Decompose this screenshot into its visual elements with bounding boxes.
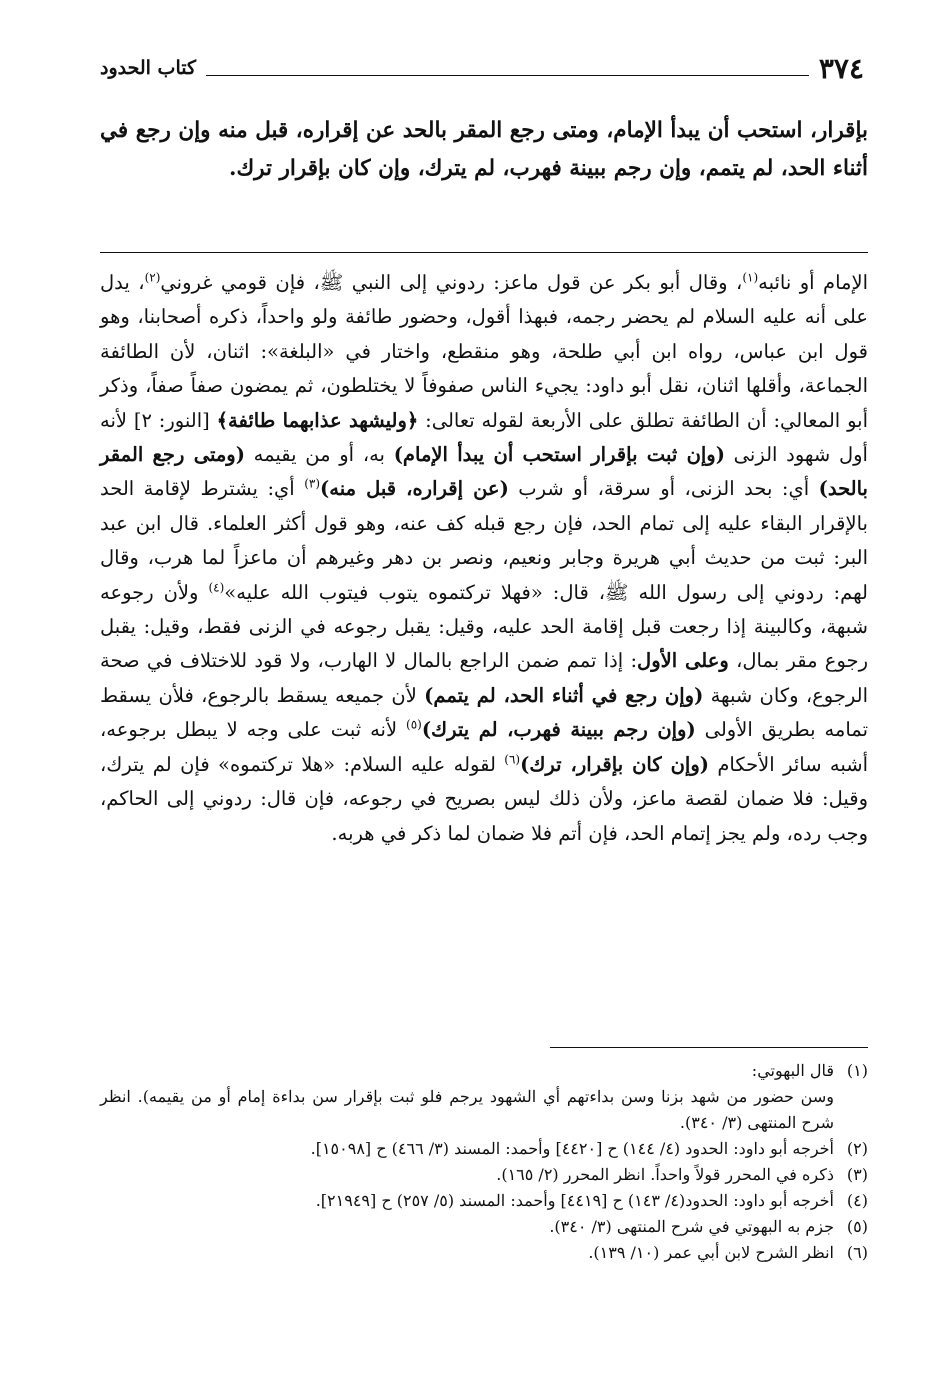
footnote-item xyxy=(100,1162,868,1188)
matn-quote: (وإن كان بإقرار، ترك) xyxy=(520,752,709,776)
footnote-number: (٤) xyxy=(846,1191,868,1210)
footnote-item xyxy=(100,1136,868,1162)
footnote-ref-6[interactable]: (٦) xyxy=(504,752,521,767)
footnote-text: قال البهوتي: xyxy=(751,1061,834,1080)
footnote-number: (٣) xyxy=(846,1165,868,1184)
footnotes xyxy=(100,1058,868,1266)
footnote-quote: وسن حضور من شهد بزنا وسن بداءتهم أي الشهود يرجم فلو ثبت بإقرار سن بداءة إمام أو من يقيمه). انظر شرح المنتهى (٣/ ٣٤٠). xyxy=(100,1087,834,1132)
footnote-text: انظر الشرح لابن أبي عمر (١٠/ ١٣٩). xyxy=(588,1243,834,1262)
footnote-ref-5[interactable]: (٥) xyxy=(406,717,422,732)
header-rule xyxy=(206,75,809,76)
footnote-item xyxy=(100,1214,868,1240)
footnote-number: (١) xyxy=(846,1061,868,1080)
footnote-item xyxy=(100,1058,868,1084)
matn-quote: (وإن ثبت بإقرار استحب أن يبدأ الإمام) xyxy=(393,443,725,467)
commentary-text xyxy=(100,266,868,851)
footnote-number: (٦) xyxy=(846,1243,868,1262)
matn-quote: (وإن رجع في أثناء الحد، لم يتمم) xyxy=(424,683,704,707)
commentary-paragraph: الإمام أو نائبه$^{(١)}$، وقال أبو بكر عن قول ماعز: ردوني إلى النبي ﷺ، فإن قومي غروني$^{(٢)}$، يدل على أنه عليه السلام لم يحضر رجمه، فبهذا أقول، وحضور طائفة ولو واحداً، ذكره أصحابنا، وهو قول ابن عباس، رواه ابن أبي طلحة، وهو منقطع، واختار في «البلغة»: اثنان، لأن الطائفة الجماعة، وأقلها اثنان، نقل أبو داود: يجيء الناس صفوفاً لا يختلطون، ثم يمضون صفاً صفاً، وذكر أبو المعالي: أن الطائفة تطلق على الأربعة لقوله تعالى: ﴿وليشهد عذابهما طائفة﴾ [النور: ٢] لأنه أول شهود الزنى (وإن ثبت بإقرار استحب أن يبدأ الإمام) به، أو من يقيمه (ومتى رجع المقر بالحد) أي: بحد الزنى، أو سرقة، أو شرب (عن إقراره، قبل منه)$^{(٣)}$ أي: يشترط لإقامة الحد بالإقرار البقاء عليه إلى تمام الحد، فإن رجع قبله كف عنه، وهو قول أكثر العلماء. قال ابن عبد البر: ثبت من حديث أبي هريرة وجابر ونعيم، ونصر بن دهر وغيرهم أن ماعزاً لما هرب، وقال لهم: ردوني إلى رسول الله ﷺ، قال: «فهلا تركتموه يتوب فيتوب الله عليه»$^{(٤)}$ ولأن رجوعه شبهة، وكالبينة إذا رجعت قبل إقامة الحد عليه، وقيل: يقبل رجوعه في الزنى فقط، وقيل: يقبل رجوع مقر بمال، وعلى الأول: إذا تمم ضمن الراجع بالمال لا الهارب، ولا قود للاختلاف في صحة الرجوع، وكان شبهة (وإن رجع في أثناء الحد، لم يتمم) لأن جميعه يسقط بالرجوع، فلأن يسقط تمامه بطريق الأولى (وإن رجم ببينة فهرب، لم يترك)$^{(٥)}$ لأنه ثبت على وجه لا يبطل برجوعه، أشبه سائر الأحكام (وإن كان بإقرار، ترك)$^{(٦)}$ لقوله عليه السلام: «هلا تركتموه» فإن لم يترك، وقيل: فلا ضمان لقصة ماعز، ولأن ذلك ليس بصريح في رجوعه، فإن قال: ردوني إلى الحاكم، وجب رده، ولم يجز إتمام الحد، فإن أتم فلا ضمان لما ذكر في هربه. xyxy=(100,270,869,845)
matn-quote: (ومتى رجع المقر بالحد) xyxy=(100,443,868,501)
footnote-item xyxy=(100,1188,868,1214)
footnote-item xyxy=(100,1240,868,1266)
bold-phrase: وعلى الأول xyxy=(637,649,729,673)
footnote-ref-3[interactable]: (٣) xyxy=(304,476,321,491)
footnote-rule xyxy=(550,1047,868,1048)
footnote-text: أخرجه أبو داود: الحدود(٤/ ١٤٣) ح [٤٤١٩] وأحمد: المسند (٥/ ٢٥٧) ح [٢١٩٤٩]. xyxy=(315,1191,834,1210)
footnote-ref-2[interactable]: (٢) xyxy=(144,270,161,285)
footnote-text: ذكره في المحرر قولاً واحداً. انظر المحرر (٢/ ١٦٥). xyxy=(496,1165,834,1184)
footnote-text: أخرجه أبو داود: الحدود (٤/ ١٤٤) ح [٤٤٢٠] وأحمد: المسند (٣/ ٤٦٦) ح [١٥٠٩٨]. xyxy=(310,1139,834,1158)
matn-quote: (وإن رجم ببينة فهرب، لم يترك) xyxy=(421,718,696,742)
footnote-number: (٥) xyxy=(846,1217,868,1236)
text-divider xyxy=(100,252,868,253)
footnote-number: (٢) xyxy=(846,1139,868,1158)
quran-quote: ﴿وليشهد عذابهما طائفة﴾ xyxy=(216,408,419,432)
footnote-ref-1[interactable]: (١) xyxy=(742,270,759,285)
main-matn-text: بإقرار، استحب أن يبدأ الإمام، ومتى رجع المقر بالحد عن إقراره، قبل منه وإن رجع في أثناء الحد، لم يتمم، وإن رجم ببينة فهرب، لم يترك، وإن كان بإقرار ترك. xyxy=(100,118,868,181)
footnote-ref-4[interactable]: (٤) xyxy=(208,580,225,595)
page-header xyxy=(100,48,864,88)
chapter-title: كتاب الحدود xyxy=(100,57,197,79)
footnote-text: جزم به البهوتي في شرح المنتهى (٣/ ٣٤٠). xyxy=(549,1217,834,1236)
matn-quote: (عن إقراره، قبل منه) xyxy=(320,477,509,501)
page-number: ٣٧٤ xyxy=(818,51,864,85)
